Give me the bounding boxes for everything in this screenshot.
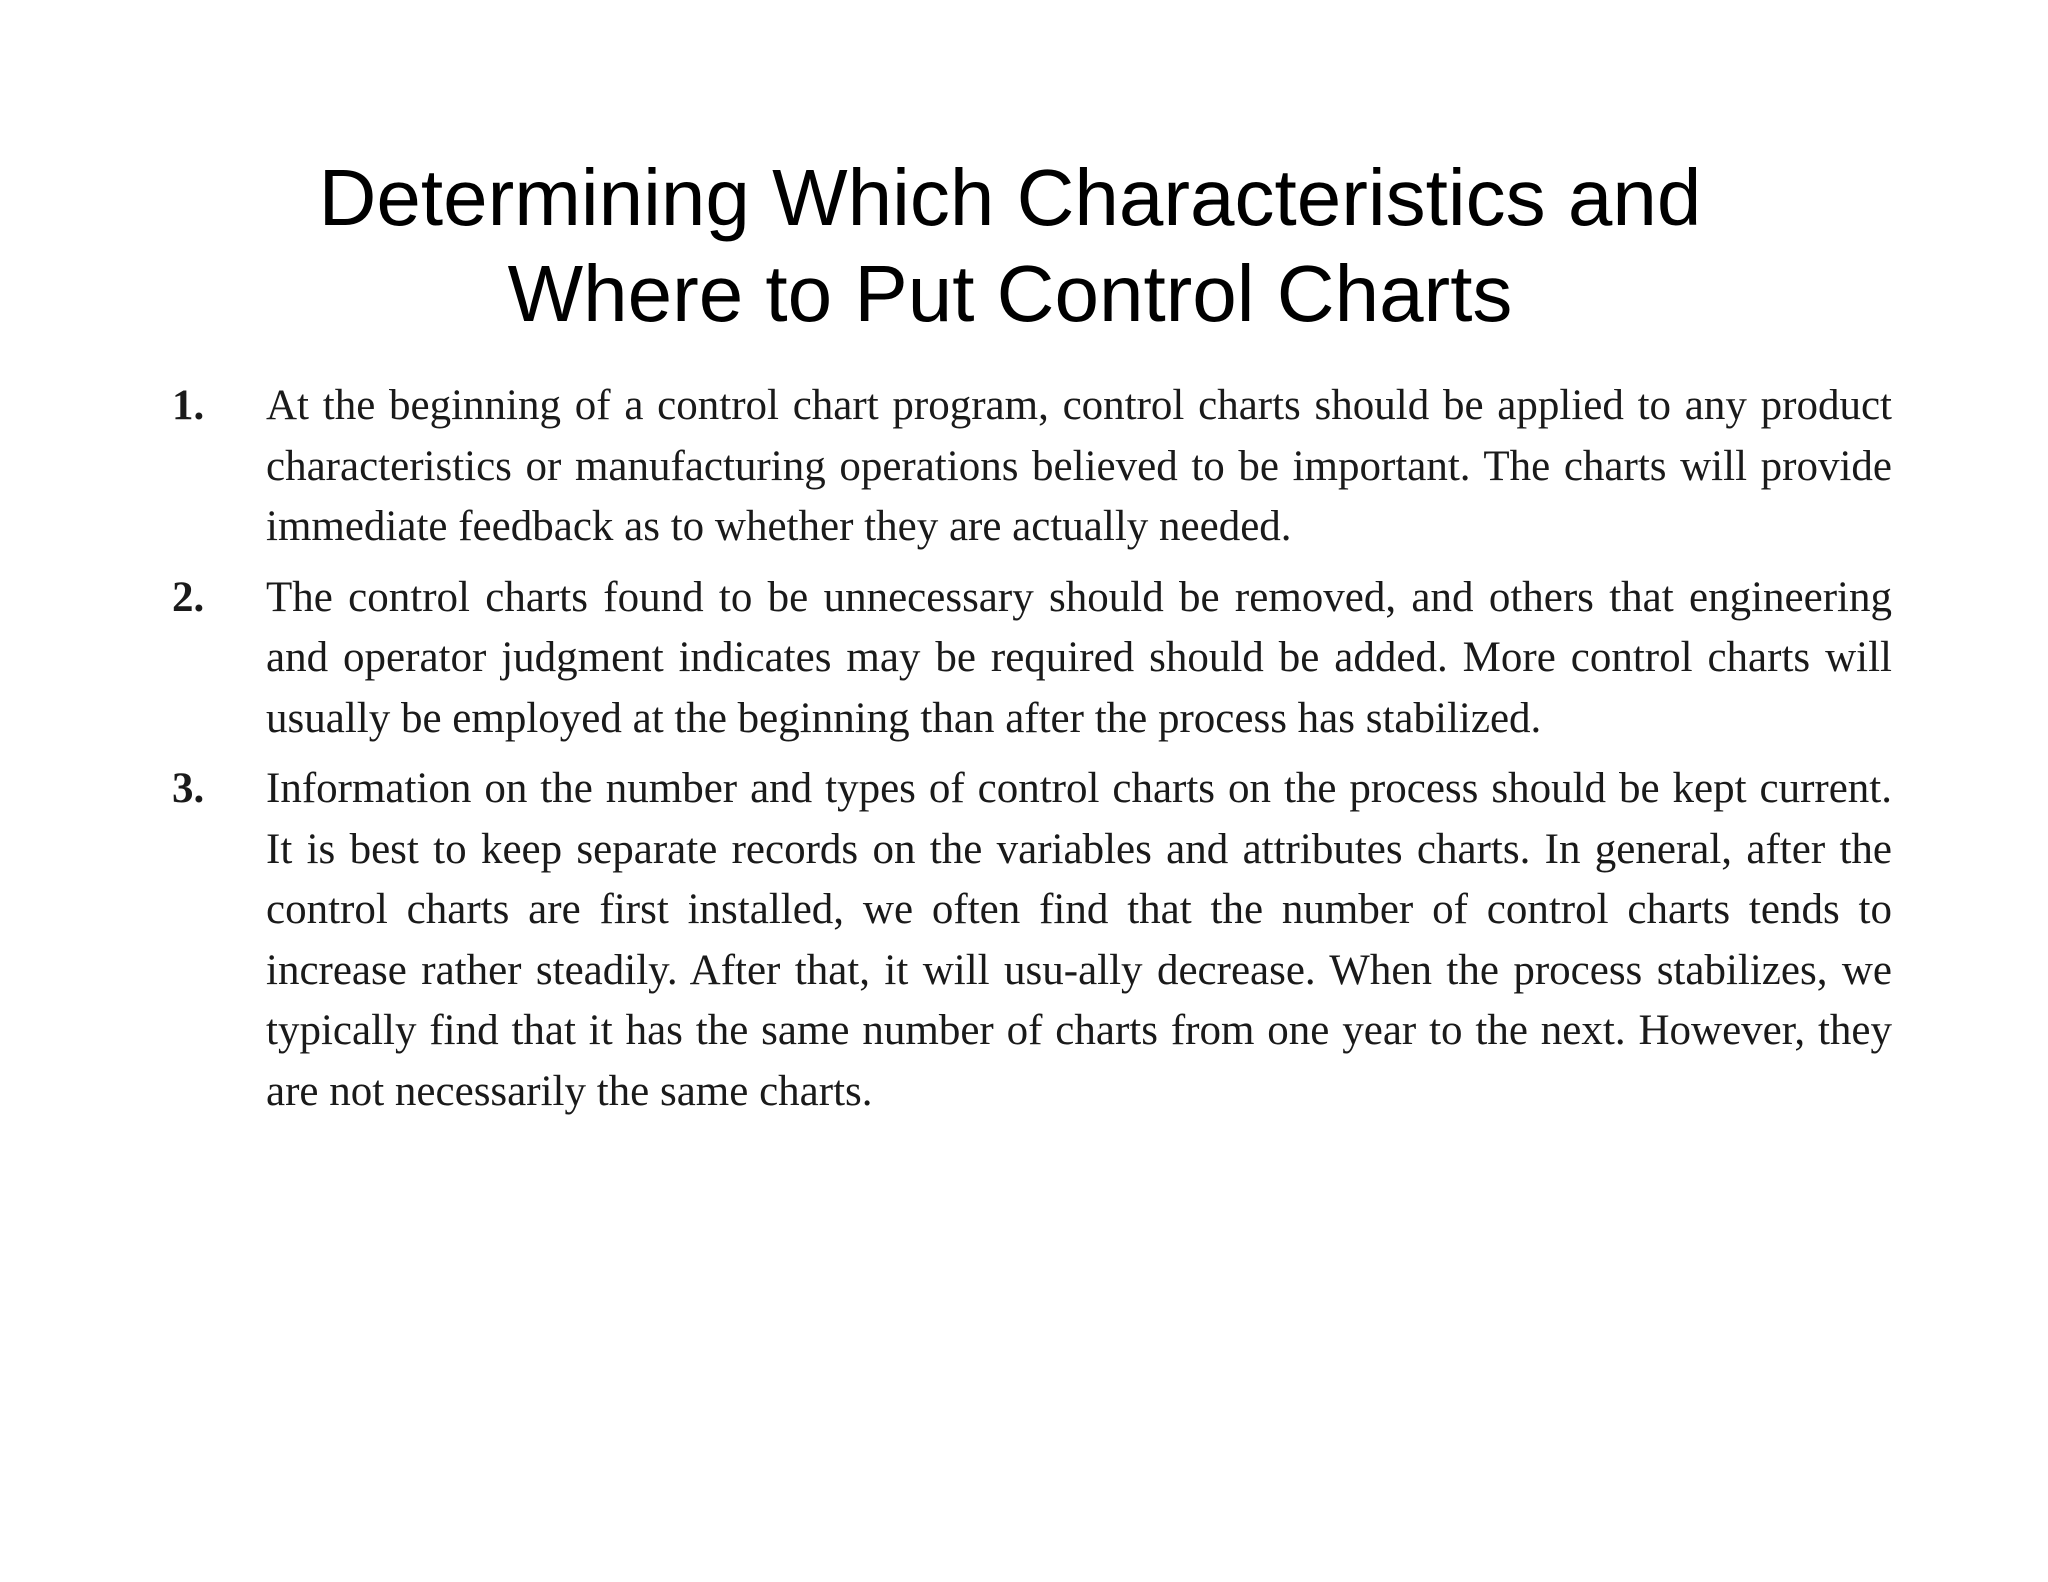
list-item-3: [172, 759, 1892, 1122]
list-item-number: 1.: [172, 382, 205, 429]
list-item-1: [172, 376, 1892, 558]
list-item-text: At the beginning of a control chart program, control charts should be applied to any product characteristics or manufacturing operations believed to be important. The charts will provide immediate feedback as to whether they are actually needed.: [266, 382, 1892, 550]
list-item-number: 3.: [172, 765, 205, 812]
list-item-text: Information on the number and types of control charts on the process should be kept current. It is best to keep separate records on the variables and attributes charts. In general, after the control charts are first installed, we often find that the number of control charts tends to increase rather steadily. After that, it will usu-ally decrease. When the process stabilizes, we typically find that it has the same number of charts from one year to the next. However, they are not necessarily the same charts.: [266, 765, 1892, 1115]
list-item-text: The control charts found to be unnecessary should be removed, and others that engineering and operator judgment indicates may be required should be added. More control charts will usually be employed at the beginning than after the process has stabilized.: [266, 573, 1892, 742]
list-item-number: 2.: [172, 573, 205, 621]
list-item-2: [172, 568, 1892, 750]
slide-title-line-1: Determining Which Characteristics and: [318, 153, 1702, 242]
slide-title-line-2: Where to Put Control Charts: [507, 249, 1513, 338]
numbered-list: [172, 376, 1892, 1132]
slide-title: [0, 150, 2020, 342]
